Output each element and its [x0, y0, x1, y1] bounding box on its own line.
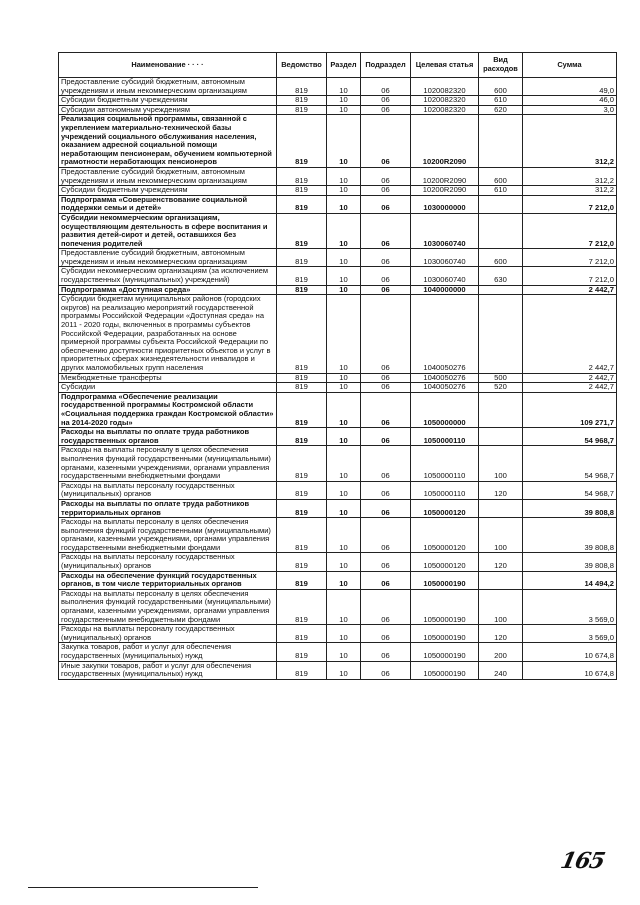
cell-celevaya-statya: 1050000120	[411, 499, 479, 517]
cell-vid-raskhodov	[479, 115, 523, 168]
cell-podrazdel: 06	[361, 553, 411, 571]
cell-vedomstvo: 819	[277, 481, 327, 499]
cell-vid-raskhodov: 630	[479, 267, 523, 285]
cell-summa: 7 212,0	[523, 267, 617, 285]
cell-celevaya-statya: 1040050276	[411, 373, 479, 383]
cell-celevaya-statya: 1030060740	[411, 249, 479, 267]
cell-celevaya-statya: 1050000190	[411, 589, 479, 624]
table-row	[59, 446, 617, 481]
cell-name: Расходы на выплаты персоналу государственных (муниципальных) органов	[59, 481, 277, 499]
cell-razdel: 10	[327, 373, 361, 383]
table-header-row	[59, 53, 617, 78]
cell-name: Субсидии бюджетным учреждениям	[59, 186, 277, 196]
cell-vedomstvo: 819	[277, 589, 327, 624]
table-row	[59, 213, 617, 248]
table-row	[59, 643, 617, 661]
cell-razdel: 10	[327, 428, 361, 446]
cell-name: Субсидии некоммерческим организациям (за исключением государственных (муниципальных) учреждений)	[59, 267, 277, 285]
cell-podrazdel: 06	[361, 589, 411, 624]
cell-vedomstvo: 819	[277, 553, 327, 571]
cell-vid-raskhodov: 610	[479, 186, 523, 196]
cell-celevaya-statya: 1030060740	[411, 213, 479, 248]
cell-celevaya-statya: 1020082320	[411, 96, 479, 106]
cell-vid-raskhodov: 620	[479, 105, 523, 115]
header-vedomstvo: Ведомство	[277, 53, 327, 78]
cell-vid-raskhodov	[479, 428, 523, 446]
cell-razdel: 10	[327, 661, 361, 679]
cell-name: Расходы на выплаты персоналу в целях обеспечения выполнения функций государственными (муниципальными) органами, казенными учреждениями, органами управления государственными внебюджетными фондами	[59, 446, 277, 481]
cell-vedomstvo: 819	[277, 213, 327, 248]
header-celevaya-statya: Целевая статья	[411, 53, 479, 78]
table-row	[59, 383, 617, 393]
cell-name: Расходы на выплаты персоналу государственных (муниципальных) органов	[59, 553, 277, 571]
cell-vedomstvo: 819	[277, 195, 327, 213]
cell-razdel: 10	[327, 285, 361, 295]
cell-razdel: 10	[327, 195, 361, 213]
cell-razdel: 10	[327, 481, 361, 499]
cell-celevaya-statya: 1040050276	[411, 383, 479, 393]
cell-vedomstvo: 819	[277, 295, 327, 373]
cell-celevaya-statya: 1050000190	[411, 625, 479, 643]
cell-razdel: 10	[327, 267, 361, 285]
cell-vedomstvo: 819	[277, 78, 327, 96]
cell-celevaya-statya: 10200R2090	[411, 167, 479, 185]
cell-vedomstvo: 819	[277, 625, 327, 643]
cell-name: Субсидии бюджетным учреждениям	[59, 96, 277, 106]
cell-name: Расходы на выплаты персоналу в целях обеспечения выполнения функций государственными (муниципальными) органами, казенными учреждениями, органами управления государственными внебюджетными фондами	[59, 518, 277, 553]
cell-vedomstvo: 819	[277, 428, 327, 446]
cell-summa: 46,0	[523, 96, 617, 106]
cell-vid-raskhodov	[479, 571, 523, 589]
cell-vedomstvo: 819	[277, 167, 327, 185]
cell-vedomstvo: 819	[277, 186, 327, 196]
cell-celevaya-statya: 1040050276	[411, 295, 479, 373]
cell-vid-raskhodov	[479, 392, 523, 427]
table-row	[59, 195, 617, 213]
cell-summa: 7 212,0	[523, 249, 617, 267]
cell-razdel: 10	[327, 625, 361, 643]
handwritten-page-number: 165	[558, 848, 607, 874]
cell-summa: 7 212,0	[523, 195, 617, 213]
cell-vid-raskhodov: 240	[479, 661, 523, 679]
cell-podrazdel: 06	[361, 661, 411, 679]
cell-podrazdel: 06	[361, 295, 411, 373]
table-row	[59, 96, 617, 106]
footer-divider	[28, 887, 258, 888]
cell-name: Расходы на выплаты персоналу государственных (муниципальных) органов	[59, 625, 277, 643]
table-row	[59, 115, 617, 168]
cell-podrazdel: 06	[361, 267, 411, 285]
cell-vid-raskhodov	[479, 195, 523, 213]
cell-celevaya-statya: 1050000190	[411, 571, 479, 589]
cell-summa: 2 442,7	[523, 383, 617, 393]
cell-podrazdel: 06	[361, 625, 411, 643]
cell-vid-raskhodov: 100	[479, 446, 523, 481]
header-name: Наименование · · · ·	[59, 53, 277, 78]
cell-celevaya-statya: 1050000110	[411, 428, 479, 446]
cell-razdel: 10	[327, 78, 361, 96]
cell-vid-raskhodov: 200	[479, 643, 523, 661]
cell-name: Подпрограмма «Обеспечение реализации государственной программы Костромской области «Социальная поддержка граждан Костромской области» на 2014-2020 годы»	[59, 392, 277, 427]
cell-celevaya-statya: 1030000000	[411, 195, 479, 213]
cell-vid-raskhodov: 120	[479, 625, 523, 643]
cell-razdel: 10	[327, 96, 361, 106]
cell-celevaya-statya: 1050000000	[411, 392, 479, 427]
cell-celevaya-statya: 1020082320	[411, 105, 479, 115]
cell-podrazdel: 06	[361, 373, 411, 383]
cell-name: Расходы на выплаты персоналу в целях обеспечения выполнения функций государственными (муниципальными) органами, казенными учреждениями, органами управления государственными внебюджетными фондами	[59, 589, 277, 624]
table-row	[59, 249, 617, 267]
cell-name: Реализация социальной программы, связанной с укреплением материально-технической базы учреждений социального обслуживания населения, оказанием адресной социальной помощи неработающим пенсионерам, обучением компьютерной грамотности неработающих пенсионеров	[59, 115, 277, 168]
header-vid-raskhodov: Вид расходов	[479, 53, 523, 78]
cell-vid-raskhodov: 600	[479, 78, 523, 96]
cell-name: Подпрограмма «Доступная среда»	[59, 285, 277, 295]
cell-podrazdel: 06	[361, 518, 411, 553]
cell-summa: 39 808,8	[523, 553, 617, 571]
cell-podrazdel: 06	[361, 428, 411, 446]
cell-summa: 54 968,7	[523, 481, 617, 499]
cell-podrazdel: 06	[361, 115, 411, 168]
cell-summa: 3 569,0	[523, 589, 617, 624]
cell-podrazdel: 06	[361, 571, 411, 589]
cell-vedomstvo: 819	[277, 518, 327, 553]
table-row	[59, 518, 617, 553]
cell-razdel: 10	[327, 446, 361, 481]
cell-podrazdel: 06	[361, 195, 411, 213]
table-row	[59, 571, 617, 589]
cell-vid-raskhodov: 520	[479, 383, 523, 393]
cell-vedomstvo: 819	[277, 643, 327, 661]
cell-name: Субсидии некоммерческим организациям, осуществляющим деятельность в сфере воспитания и развития детей-сирот и детей, оставшихся без попечения родителей	[59, 213, 277, 248]
cell-name: Расходы на выплаты по оплате труда работников государственных органов	[59, 428, 277, 446]
cell-razdel: 10	[327, 295, 361, 373]
cell-name: Субсидии автономным учреждениям	[59, 105, 277, 115]
cell-razdel: 10	[327, 249, 361, 267]
cell-summa: 312,2	[523, 167, 617, 185]
cell-celevaya-statya: 10200R2090	[411, 186, 479, 196]
cell-celevaya-statya: 1040000000	[411, 285, 479, 295]
cell-vedomstvo: 819	[277, 105, 327, 115]
cell-name: Расходы на выплаты по оплате труда работников территориальных органов	[59, 499, 277, 517]
cell-podrazdel: 06	[361, 481, 411, 499]
cell-razdel: 10	[327, 589, 361, 624]
cell-vid-raskhodov: 500	[479, 373, 523, 383]
cell-summa: 7 212,0	[523, 213, 617, 248]
cell-summa: 39 808,8	[523, 499, 617, 517]
cell-vedomstvo: 819	[277, 446, 327, 481]
cell-razdel: 10	[327, 213, 361, 248]
table-body	[59, 78, 617, 680]
cell-name: Иные закупки товаров, работ и услуг для обеспечения государственных (муниципальных) нужд	[59, 661, 277, 679]
cell-celevaya-statya: 1050000120	[411, 518, 479, 553]
cell-celevaya-statya: 1050000190	[411, 643, 479, 661]
cell-name: Закупка товаров, работ и услуг для обеспечения государственных (муниципальных) нужд	[59, 643, 277, 661]
cell-celevaya-statya: 1050000110	[411, 481, 479, 499]
table-row	[59, 553, 617, 571]
cell-summa: 49,0	[523, 78, 617, 96]
cell-name: Субсидии	[59, 383, 277, 393]
cell-celevaya-statya: 1050000120	[411, 553, 479, 571]
cell-podrazdel: 06	[361, 446, 411, 481]
cell-podrazdel: 06	[361, 383, 411, 393]
cell-summa: 312,2	[523, 186, 617, 196]
cell-vedomstvo: 819	[277, 571, 327, 589]
cell-vedomstvo: 819	[277, 499, 327, 517]
cell-name: Предоставление субсидий бюджетным, автономным учреждениям и иным некоммерческим организациям	[59, 167, 277, 185]
cell-vid-raskhodov	[479, 499, 523, 517]
table-row	[59, 78, 617, 96]
cell-vedomstvo: 819	[277, 115, 327, 168]
cell-vid-raskhodov: 100	[479, 589, 523, 624]
cell-name: Расходы на обеспечение функций государственных органов, в том числе территориальных органов	[59, 571, 277, 589]
cell-vid-raskhodov: 120	[479, 553, 523, 571]
cell-razdel: 10	[327, 115, 361, 168]
table-row	[59, 167, 617, 185]
cell-vid-raskhodov	[479, 285, 523, 295]
cell-podrazdel: 06	[361, 392, 411, 427]
cell-podrazdel: 06	[361, 499, 411, 517]
cell-vedomstvo: 819	[277, 96, 327, 106]
cell-vedomstvo: 819	[277, 392, 327, 427]
cell-vedomstvo: 819	[277, 383, 327, 393]
cell-razdel: 10	[327, 571, 361, 589]
cell-summa: 2 442,7	[523, 285, 617, 295]
cell-razdel: 10	[327, 186, 361, 196]
cell-podrazdel: 06	[361, 105, 411, 115]
cell-vid-raskhodov: 100	[479, 518, 523, 553]
cell-name: Субсидии бюджетам муниципальных районов (городских округов) на реализацию мероприятий государственной программы Российской Федерации «Доступная среда» на 2011 - 2020 годы, включенных в программы субъектов Российской Федерации, разработанных на основе примерной программы субъекта Российской Федерации по обеспечению доступности приоритетных объектов и услуг в приоритетных сферах жизнедеятельности инвалидов и других маломобильных групп населения	[59, 295, 277, 373]
cell-razdel: 10	[327, 643, 361, 661]
cell-podrazdel: 06	[361, 167, 411, 185]
table-row	[59, 589, 617, 624]
table-row	[59, 373, 617, 383]
table-row	[59, 392, 617, 427]
cell-vid-raskhodov: 120	[479, 481, 523, 499]
cell-name: Межбюджетные трансферты	[59, 373, 277, 383]
cell-summa: 109 271,7	[523, 392, 617, 427]
budget-table	[58, 52, 617, 680]
cell-vid-raskhodov	[479, 295, 523, 373]
table-row	[59, 499, 617, 517]
budget-table-sheet	[58, 52, 616, 680]
cell-summa: 54 968,7	[523, 428, 617, 446]
cell-razdel: 10	[327, 383, 361, 393]
table-row	[59, 267, 617, 285]
cell-vid-raskhodov: 600	[479, 167, 523, 185]
cell-podrazdel: 06	[361, 285, 411, 295]
cell-name: Предоставление субсидий бюджетным, автономным учреждениям и иным некоммерческим организациям	[59, 249, 277, 267]
table-row	[59, 428, 617, 446]
cell-razdel: 10	[327, 105, 361, 115]
cell-celevaya-statya: 1050000190	[411, 661, 479, 679]
cell-summa: 3 569,0	[523, 625, 617, 643]
cell-vedomstvo: 819	[277, 249, 327, 267]
cell-razdel: 10	[327, 553, 361, 571]
cell-name: Подпрограмма «Совершенствование социальной поддержки семьи и детей»	[59, 195, 277, 213]
cell-razdel: 10	[327, 499, 361, 517]
cell-summa: 312,2	[523, 115, 617, 168]
cell-celevaya-statya: 1050000110	[411, 446, 479, 481]
cell-celevaya-statya: 1020082320	[411, 78, 479, 96]
table-row	[59, 186, 617, 196]
cell-vedomstvo: 819	[277, 285, 327, 295]
cell-summa: 14 494,2	[523, 571, 617, 589]
header-razdel: Раздел	[327, 53, 361, 78]
cell-podrazdel: 06	[361, 213, 411, 248]
cell-podrazdel: 06	[361, 78, 411, 96]
cell-podrazdel: 06	[361, 643, 411, 661]
cell-razdel: 10	[327, 167, 361, 185]
cell-vedomstvo: 819	[277, 373, 327, 383]
table-row	[59, 295, 617, 373]
cell-vid-raskhodov: 610	[479, 96, 523, 106]
cell-summa: 10 674,8	[523, 643, 617, 661]
cell-summa: 54 968,7	[523, 446, 617, 481]
cell-vid-raskhodov	[479, 213, 523, 248]
header-podrazdel: Подраздел	[361, 53, 411, 78]
cell-podrazdel: 06	[361, 96, 411, 106]
cell-podrazdel: 06	[361, 249, 411, 267]
cell-summa: 39 808,8	[523, 518, 617, 553]
cell-summa: 3,0	[523, 105, 617, 115]
table-row	[59, 625, 617, 643]
cell-vid-raskhodov: 600	[479, 249, 523, 267]
cell-name: Предоставление субсидий бюджетным, автономным учреждениям и иным некоммерческим организациям	[59, 78, 277, 96]
cell-razdel: 10	[327, 518, 361, 553]
table-row	[59, 481, 617, 499]
cell-summa: 2 442,7	[523, 373, 617, 383]
cell-vedomstvo: 819	[277, 661, 327, 679]
cell-summa: 2 442,7	[523, 295, 617, 373]
cell-vedomstvo: 819	[277, 267, 327, 285]
cell-celevaya-statya: 1030060740	[411, 267, 479, 285]
cell-celevaya-statya: 10200R2090	[411, 115, 479, 168]
cell-podrazdel: 06	[361, 186, 411, 196]
cell-razdel: 10	[327, 392, 361, 427]
table-row	[59, 661, 617, 679]
header-summa: Сумма	[523, 53, 617, 78]
cell-summa: 10 674,8	[523, 661, 617, 679]
